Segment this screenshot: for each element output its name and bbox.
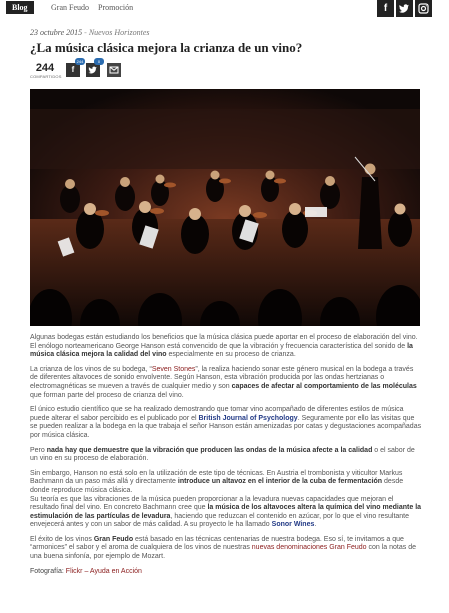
bold-run: Gran Feudo bbox=[93, 535, 134, 543]
email-icon bbox=[107, 63, 121, 77]
text-run: con la notas de una buena sinfonía, por ejemplo de Mozart. bbox=[30, 544, 417, 561]
photo-credit bbox=[30, 568, 422, 577]
facebook-icon: f bbox=[71, 65, 75, 74]
bold-run: capaces de afectar al comportamiento de las moléculas bbox=[231, 382, 417, 390]
text-run: El único estudio científico que se ha realizado demostrando que tomar vino acompañado de diferentes estilos de música puede alterar el sabor percibido es el publicado por el bbox=[30, 406, 404, 422]
text-run: Pero bbox=[30, 446, 47, 454]
twitter-icon[interactable] bbox=[396, 0, 413, 17]
share-twitter-button[interactable] bbox=[86, 63, 100, 77]
photo-credit-label: Fotografía: bbox=[30, 567, 66, 575]
bold-run: introduce un altavoz en el interior de la cuba de fermentación bbox=[177, 478, 383, 486]
text-run: ”, la realiza haciendo sonar este género musical en la bodega a través de diferentes altavoces de sonido envolvente. Según Hanson, esta vibración producida por las ondas hertzianas o electromagnéticas se mueven a través de cualquier medio y son bbox=[30, 365, 414, 390]
text-run: Su teoría es que las vibraciones de la música pueden proporcionar a la levadura nuevas capacidades que mejoran el resultado final del vino. En concreto Bachmann cree que bbox=[30, 495, 394, 512]
bold-run: la música clásica mejora la calidad del vino bbox=[30, 342, 413, 359]
text-run: Sin embargo, Hanson no está solo en la utilización de este tipo de técnicas. En Austria el trombonista y viticultor Markus Bachmann da un paso más allá y directamente bbox=[30, 469, 403, 486]
instagram-glyph bbox=[415, 0, 432, 17]
text-run: o el sabor de un vino en su proceso de elaboración. bbox=[30, 446, 415, 463]
nav-blog[interactable]: Blog bbox=[6, 1, 34, 14]
article-paragraph-3 bbox=[30, 406, 422, 440]
text-run: , haciendo que reduzcan el contenido en azúcar, por lo que el vino resultante envejecerá antes y con un sabor de más calidad. A su proyecto le ha llamado bbox=[30, 512, 410, 529]
twitter-share-badge: 0 bbox=[94, 58, 104, 65]
text-run: desde donde reproduce música clásica. bbox=[30, 478, 404, 494]
share-counter bbox=[30, 63, 60, 79]
bold-run: la música de los altavoces altera la química del vino mediante la estimulación de las partículas de levadura bbox=[30, 504, 422, 520]
instagram-icon[interactable] bbox=[415, 0, 432, 17]
article-paragraph-1 bbox=[30, 334, 422, 360]
photo-credit-link[interactable]: Flickr – Ayuda en Acción bbox=[65, 567, 142, 575]
top-navigation bbox=[0, 0, 449, 18]
article-paragraph-6 bbox=[30, 536, 422, 562]
facebook-share-badge: 244 bbox=[76, 59, 84, 64]
seven-stones-link[interactable]: Seven Stones bbox=[151, 365, 196, 373]
text-run: La crianza de los vinos de su bodega, “ bbox=[30, 365, 152, 373]
post-title: ¿La música clásica mejora la crianza de un vino? bbox=[30, 40, 303, 55]
date-separator: - bbox=[82, 28, 89, 37]
text-run: Algunas bodegas están estudiando los beneficios que la música clásica puede aportar en el proceso de elaboración del vino. El enólogo norteamericano George Hanson está convencido de que la vibración y frecuencia característica del sonido de bbox=[30, 334, 418, 350]
share-count-number: 244 bbox=[35, 62, 55, 74]
facebook-icon[interactable]: f bbox=[377, 0, 394, 17]
sonor-wines-link[interactable]: Sonor Wines bbox=[271, 521, 315, 529]
share-count-label: COMPARTIDOS bbox=[30, 74, 62, 79]
orchestra-illustration bbox=[30, 89, 420, 326]
share-email-button[interactable] bbox=[107, 63, 121, 77]
article-paragraph-4 bbox=[30, 447, 422, 464]
post-category-link[interactable]: Nuevos Horizontes bbox=[88, 28, 150, 37]
article-paragraph-2 bbox=[30, 366, 422, 400]
text-run: . bbox=[314, 521, 317, 529]
text-run: está basado en las técnicas centenarias de nuestra bodega. Eso sí, te invitamos a que “armonices” el sabor y el aroma de cualquiera de los vinos de nuestras bbox=[30, 535, 404, 552]
post-dateline bbox=[30, 28, 149, 37]
post-date: 23 octubre 2015 bbox=[30, 28, 83, 37]
text-run: El éxito de los vinos bbox=[30, 535, 94, 543]
text-run: . Seguramente por ello las visitas que se pueden realizar a la bodega en la que trabaja el señor Hanson están amenizadas por catas y degustaciones acompañadas por música clásica. bbox=[30, 414, 422, 439]
nav-promocion[interactable]: Promoción bbox=[98, 3, 134, 12]
article-body bbox=[30, 334, 422, 582]
share-facebook-button[interactable] bbox=[66, 63, 80, 77]
twitter-icon bbox=[86, 63, 100, 77]
text-run: que forman parte del proceso de crianza del vino. bbox=[30, 391, 184, 399]
twitter-bird-glyph bbox=[396, 0, 413, 17]
british-journal-link[interactable]: British Journal of Psychology bbox=[198, 414, 298, 422]
text-run: especialmente en su proceso de crianza. bbox=[166, 351, 296, 359]
bold-run: nada hay que demuestre que la vibración que producen las ondas de la música afecte a la calidad bbox=[46, 446, 373, 454]
nav-gran-feudo[interactable]: Gran Feudo bbox=[51, 3, 89, 12]
article-photo-orchestra bbox=[30, 89, 420, 326]
article-paragraph-5 bbox=[30, 470, 422, 530]
gran-feudo-denominations-link[interactable]: nuevas denominaciones Gran Feudo bbox=[251, 544, 367, 552]
